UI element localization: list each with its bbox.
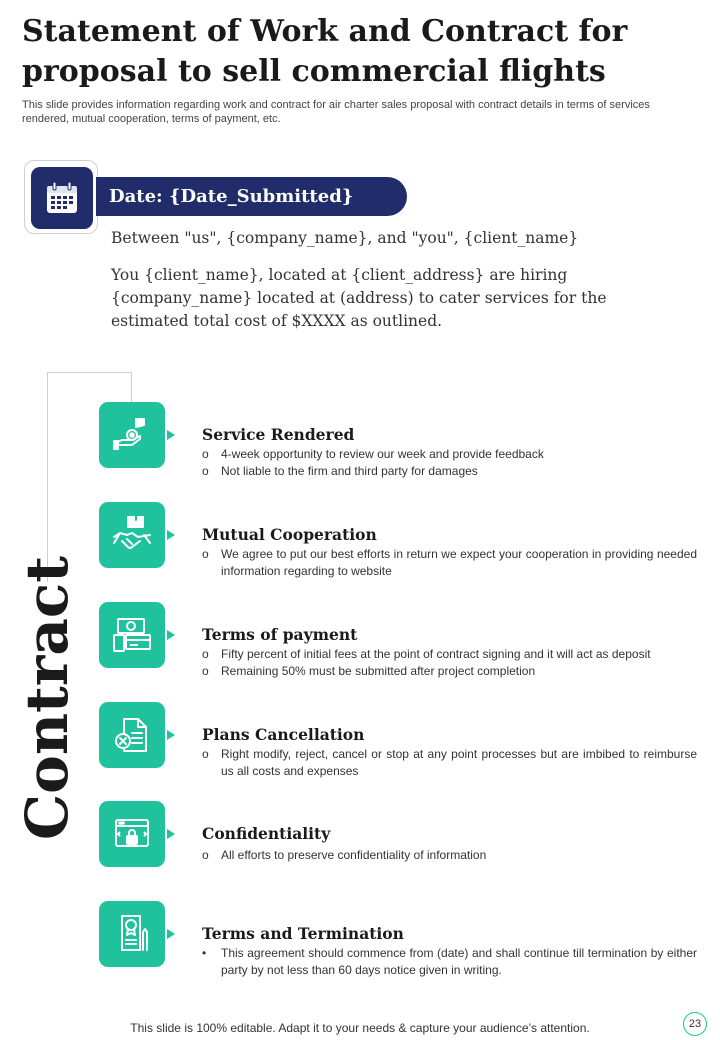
bullet-item: • This agreement should commence from (date) and shall continue till termination by either party by not less than 60 days notice given in writing. <box>202 946 697 977</box>
handshake-icon <box>99 502 165 568</box>
bullet-item: o We agree to put our best efforts in return we expect your cooperation in providing needed information regarding to website <box>202 547 697 578</box>
section-arrow <box>167 430 175 440</box>
contract-label-text: Contract <box>13 555 81 841</box>
calendar-icon <box>31 167 93 229</box>
browser-lock-icon <box>99 801 165 867</box>
bullet-item: o Fifty percent of initial fees at the point of contract signing and it will act as deposit <box>202 647 651 661</box>
section-bullets <box>202 847 697 864</box>
hiring-text: You {client_name}, located at {client_address} are hiring {company_name} located at (address) to cater services for the estimated total cost of $XXXX as outlined. <box>111 266 607 330</box>
page-number: 23 <box>683 1012 707 1036</box>
parties-text: Between "us", {company_name}, and "you", {client_name} <box>111 229 579 247</box>
date-label: Date: {Date_Submitted} <box>96 177 407 216</box>
section-arrow <box>167 730 175 740</box>
bullet-item: o All efforts to preserve confidentiality of information <box>202 848 487 862</box>
money-cards-icon <box>99 602 165 668</box>
section-arrow <box>167 530 175 540</box>
bullet-item: o 4-week opportunity to review our week and provide feedback <box>202 447 544 461</box>
certificate-icon <box>99 901 165 967</box>
service-hands-icon <box>99 402 165 468</box>
section-title: Plans Cancellation <box>202 725 365 744</box>
section-bullets <box>202 646 697 679</box>
section-bullets <box>202 746 697 779</box>
page-subtitle: This slide provides information regarding work and contract for air charter sales proposal with contract details in terms of services rendered, mutual cooperation, terms of payment, etc. <box>22 99 650 125</box>
bullet-item: o Right modify, reject, cancel or stop at any point processes but are imbibed to reimburse us all costs and expenses <box>202 747 697 778</box>
section-title: Confidentiality <box>202 824 331 843</box>
section-arrow <box>167 829 175 839</box>
timeline-line <box>47 372 48 582</box>
section-title: Terms and Termination <box>202 924 404 943</box>
cancel-document-icon <box>99 702 165 768</box>
bullet-item: o Remaining 50% must be submitted after project completion <box>202 663 536 678</box>
section-bullets <box>202 945 697 978</box>
timeline-bracket <box>47 372 132 406</box>
section-bullets <box>202 446 697 479</box>
section-title: Terms of payment <box>202 625 358 644</box>
page-title: Statement of Work and Contract for proposal to sell commercial flights <box>22 14 628 89</box>
calendar-badge <box>24 160 98 234</box>
section-title: Mutual Cooperation <box>202 525 377 544</box>
bullet-item: o Not liable to the firm and third party for damages <box>202 463 478 478</box>
footer-note: This slide is 100% editable. Adapt it to your needs & capture your audience’s attention. <box>130 1021 590 1035</box>
section-bullets <box>202 546 697 579</box>
section-title: Service Rendered <box>202 425 355 444</box>
section-arrow <box>167 929 175 939</box>
section-arrow <box>167 630 175 640</box>
